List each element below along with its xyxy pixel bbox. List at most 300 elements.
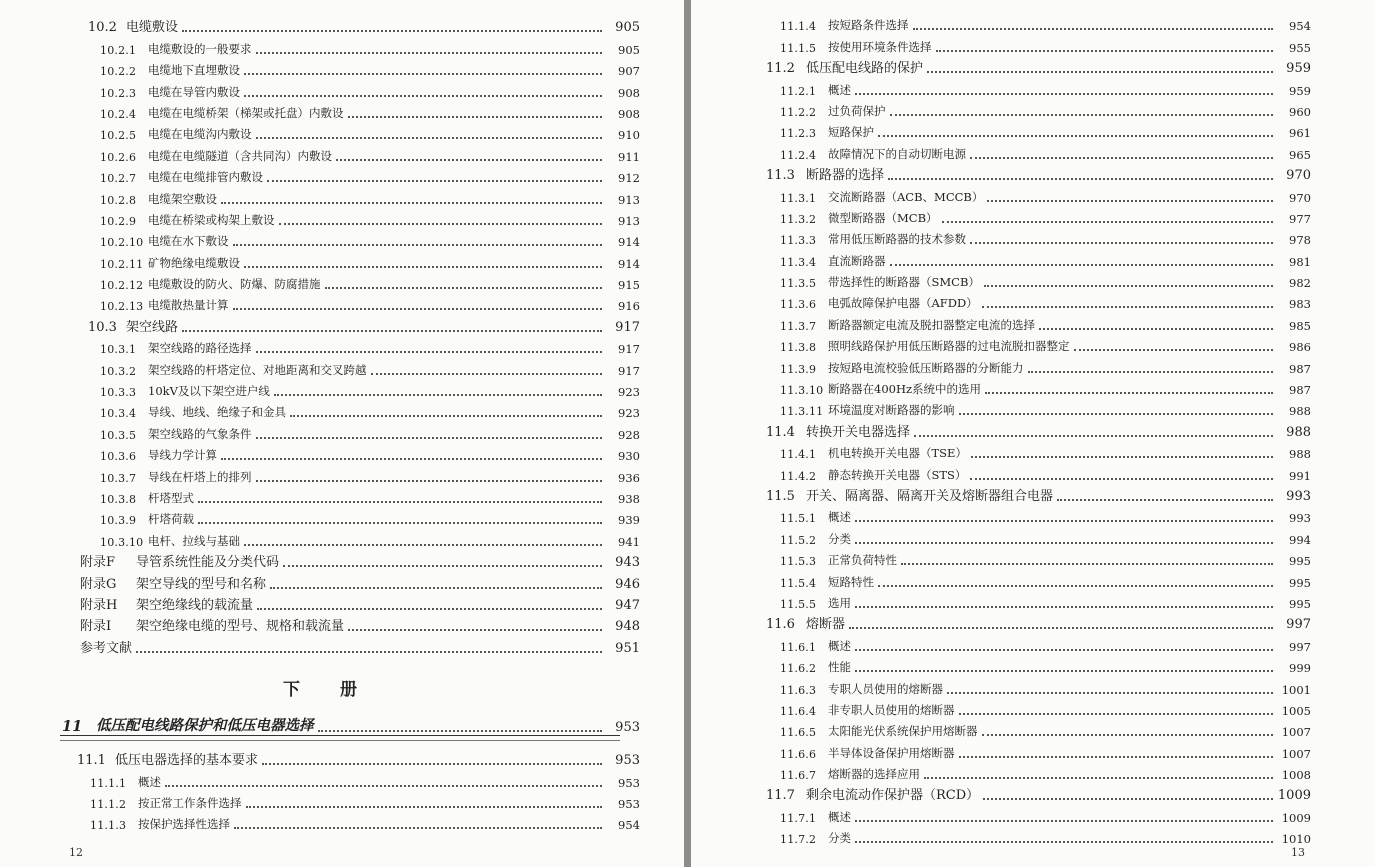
toc-entry-title: 导管系统性能及分类代码 bbox=[136, 555, 280, 571]
toc-entry[interactable] bbox=[0, 549, 640, 570]
dot-leader bbox=[348, 115, 603, 118]
dot-leader bbox=[1028, 370, 1274, 373]
toc-entry-title: 电杆、拉线与基础 bbox=[148, 533, 240, 548]
toc-entry-page: 947 bbox=[615, 597, 640, 613]
toc-entry[interactable] bbox=[691, 654, 1311, 675]
toc-entry[interactable] bbox=[691, 525, 1311, 546]
toc-entry-number: 11.3.7 bbox=[780, 319, 817, 333]
toc-entry[interactable] bbox=[0, 592, 640, 613]
toc-entry-page: 941 bbox=[618, 534, 640, 549]
dot-leader bbox=[233, 243, 603, 246]
toc-list-left-top bbox=[0, 14, 640, 832]
toc-entry-number: 10.2.2 bbox=[100, 65, 137, 79]
toc-entry-number: 10.3.10 bbox=[100, 535, 144, 549]
dot-leader bbox=[984, 284, 1273, 287]
toc-entry-number: 11.1.2 bbox=[90, 797, 127, 811]
dot-leader bbox=[348, 628, 602, 631]
toc-entry-title: 太阳能光伏系统保护用熔断器 bbox=[828, 724, 978, 739]
toc-entry-number: 11.3 bbox=[766, 168, 795, 184]
toc-entry[interactable] bbox=[0, 768, 640, 789]
toc-entry[interactable] bbox=[691, 461, 1311, 482]
dot-leader bbox=[942, 220, 1273, 223]
toc-entry-title: 照明线路保护用低压断路器的过电流脱扣器整定 bbox=[828, 339, 1070, 354]
dot-leader bbox=[959, 412, 1274, 415]
toc-entry-number: 11.6.3 bbox=[780, 683, 817, 697]
dot-leader bbox=[256, 436, 603, 439]
toc-entry-title: 电缆散热量计算 bbox=[148, 298, 229, 313]
toc-entry-number: 10.3.8 bbox=[100, 492, 137, 506]
toc-entry[interactable] bbox=[0, 14, 640, 35]
dot-leader bbox=[1074, 348, 1274, 351]
toc-entry-number: 10.3.7 bbox=[100, 471, 137, 485]
dot-leader bbox=[982, 733, 1274, 736]
toc-entry-title: 概述 bbox=[828, 809, 851, 824]
dot-leader bbox=[971, 455, 1273, 458]
toc-entry-page: 905 bbox=[615, 20, 640, 36]
toc-entry-page: 923 bbox=[618, 406, 640, 421]
toc-entry[interactable] bbox=[0, 442, 640, 463]
dot-leader bbox=[182, 329, 602, 332]
toc-entry[interactable] bbox=[691, 226, 1311, 247]
toc-entry-title: 带选择性的断路器（SMCB） bbox=[828, 275, 980, 290]
toc-entry-page: 997 bbox=[1286, 617, 1311, 633]
toc-entry-number: 11.6.1 bbox=[780, 640, 817, 654]
toc-entry[interactable] bbox=[691, 761, 1311, 782]
toc-entry-title: 断路器额定电流及脱扣器整定电流的选择 bbox=[828, 317, 1035, 332]
toc-entry[interactable] bbox=[0, 485, 640, 506]
toc-entry-number: 11.5.4 bbox=[780, 576, 817, 590]
toc-entry-number: 10.2.6 bbox=[100, 150, 137, 164]
toc-entry-number: 11.1 bbox=[77, 753, 106, 769]
toc-entry-title: 按正常工作条件选择 bbox=[138, 795, 242, 810]
dot-leader bbox=[855, 92, 1273, 95]
toc-entry-number: 10.2.9 bbox=[100, 214, 137, 228]
toc-entry-page: 1009 bbox=[1281, 810, 1311, 825]
toc-entry-number: 11.3.10 bbox=[780, 384, 824, 398]
toc-entry[interactable] bbox=[691, 440, 1311, 461]
dot-leader bbox=[982, 305, 1273, 308]
dot-leader bbox=[325, 286, 603, 289]
toc-entry-number: 附录F bbox=[80, 555, 116, 571]
toc-entry[interactable] bbox=[0, 790, 640, 811]
dot-leader bbox=[947, 691, 1273, 694]
toc-entry[interactable] bbox=[691, 205, 1311, 226]
toc-entry-number: 11.3.2 bbox=[780, 212, 817, 226]
toc-entry-page: 943 bbox=[615, 555, 640, 571]
toc-entry-page: 953 bbox=[615, 753, 640, 769]
toc-entry[interactable] bbox=[0, 142, 640, 163]
toc-entry-page: 946 bbox=[615, 576, 640, 592]
toc-entry-page: 982 bbox=[1289, 276, 1311, 291]
toc-entry-page: 938 bbox=[618, 491, 640, 506]
toc-entry-title: 电缆在电缆桥架（梯架或托盘）内敷设 bbox=[148, 105, 344, 120]
toc-entry-page: 995 bbox=[1289, 596, 1311, 611]
toc-entry[interactable] bbox=[0, 164, 640, 185]
toc-entry-title: 概述 bbox=[828, 82, 851, 97]
toc-entry-page: 983 bbox=[1289, 297, 1311, 312]
toc-entry[interactable] bbox=[691, 675, 1311, 696]
dot-leader bbox=[1039, 327, 1273, 330]
toc-entry-title: 熔断器 bbox=[806, 617, 846, 633]
toc-entry[interactable] bbox=[0, 228, 640, 249]
toc-entry-title: 导线在杆塔上的排列 bbox=[148, 469, 252, 484]
toc-entry-title: 电缆敷设 bbox=[126, 20, 179, 36]
toc-entry-number: 10.2.1 bbox=[100, 43, 137, 57]
toc-entry-title: 微型断路器（MCB） bbox=[828, 210, 938, 225]
toc-entry-page: 986 bbox=[1289, 340, 1311, 355]
toc-entry-number: 10.3.2 bbox=[100, 364, 137, 378]
toc-entry-title: 机电转换开关电器（TSE） bbox=[828, 446, 967, 461]
toc-entry-number: 10.2.13 bbox=[100, 300, 144, 314]
toc-entry-number: 11.3.9 bbox=[780, 362, 817, 376]
toc-entry[interactable] bbox=[691, 504, 1311, 525]
toc-entry[interactable] bbox=[691, 290, 1311, 311]
toc-entry[interactable] bbox=[691, 590, 1311, 611]
toc-entry-title: 正常负荷特性 bbox=[828, 553, 897, 568]
dot-leader bbox=[267, 179, 602, 182]
toc-entry-number: 附录H bbox=[80, 597, 118, 613]
toc-entry[interactable] bbox=[691, 418, 1311, 439]
toc-entry[interactable] bbox=[691, 611, 1311, 632]
dot-leader bbox=[890, 113, 1274, 116]
toc-entry-title: 导线、地线、绝缘子和金具 bbox=[148, 405, 286, 420]
dot-leader bbox=[987, 199, 1273, 202]
dot-leader bbox=[257, 607, 602, 610]
toc-entry[interactable] bbox=[691, 269, 1311, 290]
toc-entry[interactable] bbox=[0, 207, 640, 228]
toc-entry-number: 11.3.4 bbox=[780, 255, 817, 269]
toc-entry[interactable] bbox=[691, 33, 1311, 54]
toc-entry-number: 10.2.11 bbox=[100, 257, 144, 271]
toc-entry-number: 11.7.2 bbox=[780, 833, 817, 847]
toc-entry[interactable] bbox=[691, 311, 1311, 332]
toc-entry-number: 11.3.6 bbox=[780, 298, 817, 312]
toc-entry[interactable] bbox=[691, 568, 1311, 589]
toc-entry-page: 1001 bbox=[1281, 682, 1311, 697]
toc-entry[interactable] bbox=[0, 100, 640, 121]
dot-leader bbox=[855, 669, 1273, 672]
toc-entry-page: 912 bbox=[618, 171, 640, 186]
toc-entry-number: 11.6.7 bbox=[780, 769, 817, 783]
dot-leader bbox=[888, 177, 1273, 180]
toc-entry[interactable] bbox=[0, 399, 640, 420]
toc-entry-page: 911 bbox=[618, 149, 640, 164]
toc-entry[interactable] bbox=[691, 739, 1311, 760]
toc-entry-number: 10.2.8 bbox=[100, 193, 137, 207]
toc-entry[interactable] bbox=[0, 356, 640, 377]
chapter-heading[interactable] bbox=[0, 708, 640, 735]
dot-leader bbox=[234, 826, 602, 829]
toc-entry[interactable] bbox=[691, 162, 1311, 183]
dot-leader bbox=[959, 755, 1274, 758]
toc-entry-number: 11.3.3 bbox=[780, 234, 817, 248]
toc-entry-title: 选用 bbox=[828, 595, 851, 610]
toc-entry-page: 910 bbox=[618, 128, 640, 143]
toc-entry[interactable] bbox=[691, 140, 1311, 161]
toc-entry-number: 11.1.3 bbox=[90, 819, 127, 833]
dot-leader bbox=[878, 584, 1273, 587]
dot-leader bbox=[855, 648, 1273, 651]
toc-entry-page: 994 bbox=[1289, 532, 1311, 547]
toc-entry-number: 10.2.7 bbox=[100, 172, 137, 186]
toc-entry[interactable] bbox=[0, 747, 640, 768]
dot-leader bbox=[855, 605, 1273, 608]
toc-entry[interactable] bbox=[0, 634, 640, 655]
dot-leader bbox=[244, 72, 602, 75]
chapter-rule bbox=[60, 735, 620, 741]
dot-leader bbox=[198, 500, 602, 503]
dot-leader bbox=[913, 27, 1274, 30]
toc-entry[interactable] bbox=[691, 119, 1311, 140]
dot-leader bbox=[855, 819, 1273, 822]
toc-entry-page: 1010 bbox=[1281, 832, 1311, 847]
toc-entry-number: 11.3.11 bbox=[780, 405, 824, 419]
toc-entry-number: 10.2.12 bbox=[100, 279, 144, 293]
toc-entry-title: 按使用环境条件选择 bbox=[828, 39, 932, 54]
toc-entry[interactable] bbox=[691, 12, 1311, 33]
toc-entry-page: 1007 bbox=[1281, 746, 1311, 761]
dot-leader bbox=[371, 372, 603, 375]
dot-leader bbox=[283, 564, 602, 567]
dot-leader bbox=[901, 562, 1273, 565]
toc-entry[interactable] bbox=[691, 803, 1311, 824]
dot-leader bbox=[221, 201, 602, 204]
toc-entry-number: 11.4.2 bbox=[780, 469, 817, 483]
dot-leader bbox=[279, 222, 603, 225]
toc-entry-page: 923 bbox=[618, 385, 640, 400]
dot-leader bbox=[165, 784, 602, 787]
toc-entry-title: 电缆在电缆排管内敷设 bbox=[148, 170, 263, 185]
toc-entry-number: 11.3.8 bbox=[780, 341, 817, 355]
toc-entry-title: 电缆在电缆沟内敷设 bbox=[148, 127, 252, 142]
toc-entry-page: 953 bbox=[618, 775, 640, 790]
toc-entry[interactable] bbox=[691, 376, 1311, 397]
toc-entry-number: 11.5 bbox=[766, 488, 795, 504]
toc-entry-number: 10.3.4 bbox=[100, 407, 137, 421]
toc-entry-number: 11.6.5 bbox=[780, 726, 817, 740]
toc-entry[interactable] bbox=[0, 271, 640, 292]
toc-entry-title: 短路保护 bbox=[828, 125, 874, 140]
toc-entry[interactable] bbox=[691, 697, 1311, 718]
toc-entry-title: 低压电器选择的基本要求 bbox=[115, 753, 259, 769]
toc-entry-page: 917 bbox=[618, 342, 640, 357]
toc-entry[interactable] bbox=[0, 811, 640, 832]
toc-entry-title: 概述 bbox=[138, 774, 161, 789]
toc-entry[interactable] bbox=[0, 78, 640, 99]
toc-entry-title: 直流断路器 bbox=[828, 253, 886, 268]
toc-entry-title: 熔断器的选择应用 bbox=[828, 767, 920, 782]
dot-leader bbox=[233, 307, 603, 310]
toc-entry-number: 10.2.3 bbox=[100, 86, 137, 100]
toc-entry-page: 991 bbox=[1289, 468, 1311, 483]
dot-leader bbox=[246, 805, 603, 808]
toc-entry[interactable] bbox=[0, 378, 640, 399]
toc-entry-title: 转换开关电器选择 bbox=[806, 424, 911, 440]
toc-entry-page: 985 bbox=[1289, 318, 1311, 333]
toc-entry-title: 电缆在桥梁或构架上敷设 bbox=[148, 212, 275, 227]
toc-entry-title: 非专职人员使用的熔断器 bbox=[828, 702, 955, 717]
toc-list-right bbox=[691, 12, 1311, 846]
toc-entry-title: 交流断路器（ACB、MCCB） bbox=[828, 189, 984, 204]
toc-entry-title: 断路器的选择 bbox=[806, 168, 885, 184]
toc-entry[interactable] bbox=[0, 292, 640, 313]
toc-entry-page: 1008 bbox=[1281, 768, 1311, 783]
toc-entry-page: 987 bbox=[1289, 383, 1311, 398]
toc-entry-page: 970 bbox=[1286, 168, 1311, 184]
toc-entry-page: 930 bbox=[618, 449, 640, 464]
toc-entry[interactable] bbox=[691, 632, 1311, 653]
toc-entry-title: 概述 bbox=[828, 510, 851, 525]
chapter-page: 953 bbox=[615, 719, 640, 735]
dot-leader bbox=[890, 263, 1274, 266]
toc-entry[interactable] bbox=[691, 183, 1311, 204]
toc-entry[interactable] bbox=[691, 333, 1311, 354]
toc-entry[interactable] bbox=[691, 825, 1311, 846]
toc-entry[interactable] bbox=[691, 76, 1311, 97]
toc-entry[interactable] bbox=[0, 335, 640, 356]
toc-entry-title: 概述 bbox=[828, 638, 851, 653]
toc-entry-title: 剩余电流动作保护器（RCD） bbox=[806, 788, 980, 804]
toc-entry-number: 11.1.5 bbox=[780, 41, 817, 55]
toc-entry-page: 959 bbox=[1286, 61, 1311, 77]
toc-list-left-bottom-entries bbox=[0, 747, 640, 833]
toc-entry[interactable] bbox=[0, 420, 640, 441]
toc-entry[interactable] bbox=[0, 121, 640, 142]
toc-entry-title: 断路器在400Hz系统中的选用 bbox=[828, 382, 982, 397]
toc-entry-page: 959 bbox=[1289, 83, 1311, 98]
toc-entry-page: 988 bbox=[1286, 424, 1311, 440]
toc-entry-number: 11.6.2 bbox=[780, 662, 817, 676]
toc-entry-title: 短路特性 bbox=[828, 574, 874, 589]
toc-entry[interactable] bbox=[0, 313, 640, 334]
dot-leader bbox=[924, 776, 1273, 779]
dot-leader bbox=[198, 521, 602, 524]
toc-entry-page: 981 bbox=[1289, 254, 1311, 269]
toc-entry[interactable] bbox=[691, 98, 1311, 119]
toc-entry-page: 965 bbox=[1289, 147, 1311, 162]
toc-entry-title: 性能 bbox=[828, 660, 851, 675]
toc-entry[interactable] bbox=[0, 527, 640, 548]
toc-entry-page: 999 bbox=[1289, 661, 1311, 676]
toc-entry-number: 11.1.1 bbox=[90, 776, 127, 790]
toc-entry[interactable] bbox=[691, 55, 1311, 76]
toc-entry-page: 993 bbox=[1289, 511, 1311, 526]
dot-leader bbox=[136, 650, 602, 653]
dot-leader bbox=[855, 519, 1273, 522]
toc-entry-title: 电缆在电缆隧道（含共同沟）内敷设 bbox=[148, 148, 332, 163]
toc-entry-page: 993 bbox=[1286, 488, 1311, 504]
toc-entry-page: 960 bbox=[1289, 104, 1311, 119]
dot-leader bbox=[256, 136, 603, 139]
toc-entry-page: 977 bbox=[1289, 211, 1311, 226]
dot-leader bbox=[855, 840, 1273, 843]
toc-entry-title: 常用低压断路器的技术参数 bbox=[828, 232, 966, 247]
dot-leader bbox=[970, 241, 1273, 244]
toc-entry-title: 导线力学计算 bbox=[148, 448, 217, 463]
toc-entry-title: 电缆敷设的防火、防爆、防腐措施 bbox=[148, 277, 321, 292]
dot-leader bbox=[849, 626, 1273, 629]
dot-leader bbox=[290, 414, 602, 417]
toc-entry-title: 电缆架空敷设 bbox=[148, 191, 217, 206]
toc-entry-page: 905 bbox=[618, 42, 640, 57]
page-number-left: 12 bbox=[69, 846, 83, 859]
chapter-number: 11 bbox=[62, 717, 83, 735]
toc-entry-title: 环境温度对断路器的影响 bbox=[828, 403, 955, 418]
toc-entry[interactable] bbox=[691, 547, 1311, 568]
volume-title: 下册 bbox=[283, 679, 397, 700]
toc-entry[interactable] bbox=[0, 57, 640, 78]
dot-leader bbox=[244, 265, 602, 268]
dot-leader bbox=[244, 94, 602, 97]
toc-entry-number: 10.3.9 bbox=[100, 514, 137, 528]
toc-entry-page: 955 bbox=[1289, 40, 1311, 55]
toc-entry-title: 半导体设备保护用熔断器 bbox=[828, 745, 955, 760]
toc-entry-number: 11.6.4 bbox=[780, 704, 817, 718]
toc-entry-page: 1009 bbox=[1277, 788, 1311, 804]
toc-entry[interactable] bbox=[691, 718, 1311, 739]
dot-leader bbox=[256, 350, 603, 353]
toc-entry-number: 11.4 bbox=[766, 424, 795, 440]
toc-entry[interactable] bbox=[0, 249, 640, 270]
toc-entry-number: 10.3.3 bbox=[100, 386, 137, 400]
dot-leader bbox=[256, 479, 603, 482]
toc-entry[interactable] bbox=[691, 483, 1311, 504]
toc-entry-page: 915 bbox=[618, 278, 640, 293]
dot-leader bbox=[970, 477, 1273, 480]
toc-entry[interactable] bbox=[691, 354, 1311, 375]
dot-leader bbox=[936, 49, 1274, 52]
toc-entry-title: 开关、隔离器、隔离开关及熔断器组合电器 bbox=[806, 488, 1054, 504]
toc-entry-page: 913 bbox=[618, 213, 640, 228]
toc-entry-number: 附录G bbox=[80, 576, 117, 592]
toc-entry-title: 参考文献 bbox=[80, 640, 133, 656]
toc-entry-number: 10.2.5 bbox=[100, 129, 137, 143]
toc-entry-title: 架空线路的路径选择 bbox=[148, 341, 252, 356]
toc-entry-title: 专职人员使用的熔断器 bbox=[828, 681, 943, 696]
dot-leader bbox=[274, 393, 602, 396]
toc-entry[interactable] bbox=[0, 613, 640, 634]
toc-entry-page: 970 bbox=[1289, 190, 1311, 205]
toc-entry[interactable] bbox=[0, 463, 640, 484]
dot-leader bbox=[878, 134, 1273, 137]
toc-entry[interactable] bbox=[691, 247, 1311, 268]
toc-entry[interactable] bbox=[0, 185, 640, 206]
dot-leader bbox=[262, 762, 602, 765]
toc-entry-number: 10.3.1 bbox=[100, 343, 137, 357]
toc-entry-number: 11.5.1 bbox=[780, 512, 817, 526]
page-number-right: 13 bbox=[1291, 846, 1305, 859]
toc-entry[interactable] bbox=[0, 570, 640, 591]
toc-entry-page: 1007 bbox=[1281, 725, 1311, 740]
toc-entry[interactable] bbox=[0, 506, 640, 527]
toc-entry-title: 杆塔荷载 bbox=[148, 512, 194, 527]
toc-entry-title: 杆塔型式 bbox=[148, 490, 194, 505]
dot-leader bbox=[1057, 498, 1273, 501]
toc-entry-page: 987 bbox=[1289, 361, 1311, 376]
toc-entry-title: 电缆在水下敷设 bbox=[148, 234, 229, 249]
toc-entry-number: 10.3.5 bbox=[100, 428, 137, 442]
toc-entry-number: 11.4.1 bbox=[780, 448, 817, 462]
dot-leader bbox=[985, 391, 1273, 394]
toc-entry-number: 10.2 bbox=[88, 20, 117, 36]
toc-entry-page: 948 bbox=[615, 619, 640, 635]
toc-entry-title: 按短路电流校验低压断路器的分断能力 bbox=[828, 360, 1024, 375]
toc-entry[interactable] bbox=[691, 782, 1311, 803]
toc-entry-number: 11.5.5 bbox=[780, 597, 817, 611]
toc-entry[interactable] bbox=[0, 35, 640, 56]
toc-entry[interactable] bbox=[691, 397, 1311, 418]
toc-entry-page: 914 bbox=[618, 235, 640, 250]
